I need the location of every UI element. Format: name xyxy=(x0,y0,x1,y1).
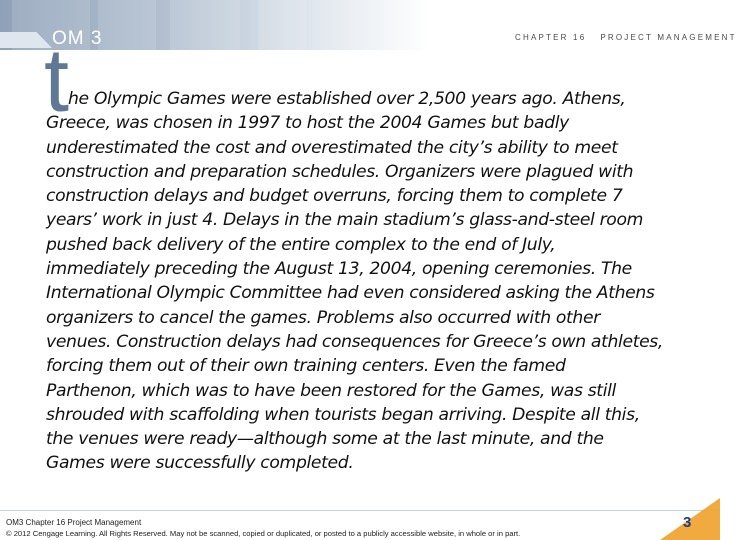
text-line: shrouded with scaffolding when tourists began arriving. Despite all this, xyxy=(46,404,640,425)
chapter-heading xyxy=(515,33,751,42)
page-badge xyxy=(660,498,720,540)
page-number: 3 xyxy=(683,514,692,531)
text-line: forcing them out of their own training centers. Even the famed xyxy=(46,356,566,377)
chapter-label: CHAPTER 16 xyxy=(515,33,587,42)
text-line: years’ work in just 4. Delays in the main stadium’s glass-and-steel room xyxy=(46,210,644,231)
text-line: Parthenon, which was to have been restored for the Games, was still xyxy=(46,380,616,401)
body-paragraph xyxy=(46,87,714,476)
header-tile xyxy=(258,0,306,50)
header-band xyxy=(0,0,720,50)
text-line: International Olympic Committee had even considered asking the Athens xyxy=(46,283,655,304)
text-line: construction and preparation schedules. Organizers were plagued with xyxy=(46,161,634,182)
text-line: underestimated the cost and overestimated the city’s ability to meet xyxy=(46,137,618,158)
text-line: the venues were ready—although some at the last minute, and the xyxy=(46,429,604,450)
chapter-title: PROJECT MANAGEMENT xyxy=(600,33,737,42)
text-line: Greece, was chosen in 1997 to host the 2004 Games but badly xyxy=(46,113,569,134)
text-line: construction delays and budget overruns, forcing them to complete 7 xyxy=(46,186,623,207)
footer xyxy=(6,517,520,539)
text-line: venues. Construction delays had consequences for Greece’s own athletes, xyxy=(46,331,664,352)
header-tile xyxy=(170,0,240,50)
footer-course-title: OM3 Chapter 16 Project Management xyxy=(6,518,142,527)
logo-text: OM 3 xyxy=(52,28,103,49)
text-line: he Olympic Games were established over 2,500 years ago. Athens, xyxy=(68,89,626,109)
text-line: immediately preceding the August 13, 2004, opening ceremonies. The xyxy=(46,259,632,280)
text-line: organizers to cancel the games. Problems also occurred with other xyxy=(46,307,600,328)
footer-divider xyxy=(0,510,720,511)
drop-cap: t xyxy=(44,31,70,131)
text-line: pushed back delivery of the entire complex to the end of July, xyxy=(46,234,556,255)
text-line: Games were successfully completed. xyxy=(46,453,354,474)
footer-copyright: © 2012 Cengage Learning. All Rights Reserved. May not be scanned, copied or duplicated, or posted to a publicly accessible website, in whole or in part. xyxy=(6,529,521,538)
